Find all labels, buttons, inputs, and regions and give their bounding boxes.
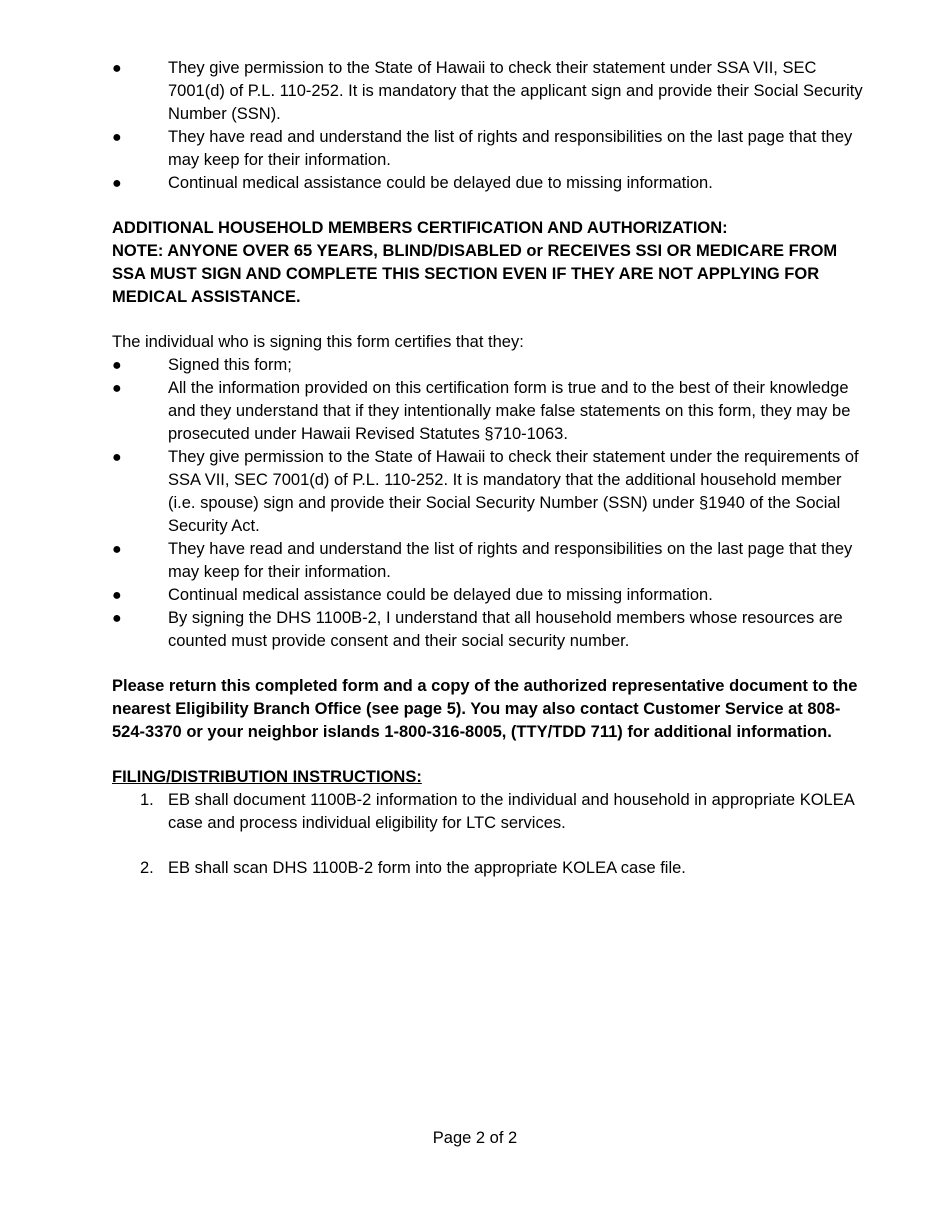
page-content: [112, 57, 872, 880]
list-item: [112, 789, 872, 835]
list-item-text: By signing the DHS 1100B-2, I understand that all household members whose resources are counted must provide consent and their social security number.: [168, 609, 843, 650]
certification-bullet-list: [112, 354, 872, 653]
list-item-text: They have read and understand the list of rights and responsibilities on the last page that they may keep for their information.: [168, 540, 853, 581]
bullet-icon: ●: [112, 449, 122, 466]
filing-instructions-heading: FILING/DISTRIBUTION INSTRUCTIONS:: [112, 768, 422, 786]
list-item-text: They give permission to the State of Hawaii to check their statement under the requirements of SSA VII, SEC 7001(d) of P.L. 110-252. It is mandatory that the additional household member (i.e. spouse) sign and provide their Social Security Number (SSN) under §1940 of the Social Security Act.: [168, 448, 859, 535]
list-item: [112, 377, 872, 446]
list-item-number: 1.: [140, 791, 154, 809]
list-item: [112, 126, 872, 172]
list-item-text: All the information provided on this certification form is true and to the best of their knowledge and they understand that if they intentionally make false statements on this form, they may be prosecuted under Hawaii Revised Statutes §710-1063.: [168, 379, 851, 443]
list-item-text: Continual medical assistance could be delayed due to missing information.: [168, 174, 713, 192]
list-item: [112, 354, 872, 377]
page-number: Page 2 of 2: [432, 1129, 518, 1147]
list-item-text: Continual medical assistance could be delayed due to missing information.: [168, 586, 713, 604]
additional-section-heading: ADDITIONAL HOUSEHOLD MEMBERS CERTIFICATION AND AUTHORIZATION:: [112, 219, 728, 237]
additional-section-note: NOTE: ANYONE OVER 65 YEARS, BLIND/DISABLED or RECEIVES SSI OR MEDICARE FROM SSA MUST SIGN AND COMPLETE THIS SECTION EVEN IF THEY ARE NOT APPLYING FOR MEDICAL ASSISTANCE.: [112, 242, 838, 306]
bullet-icon: ●: [112, 541, 122, 558]
filing-instructions-list: [112, 789, 872, 880]
list-item-text: EB shall document 1100B-2 information to the individual and household in appropriate KOLEA case and process individual eligibility for LTC services.: [168, 791, 854, 832]
top-bullet-list: [112, 57, 872, 195]
certification-intro: The individual who is signing this form certifies that they:: [112, 333, 524, 351]
bullet-icon: ●: [112, 380, 122, 397]
return-notice: Please return this completed form and a copy of the authorized representative document to the nearest Eligibility Branch Office (see page 5). You may also contact Customer Service at 808-524-3370 or your neighbor islands 1-800-316-8005, (TTY/TDD 711) for additional information.: [112, 677, 858, 741]
bullet-icon: ●: [112, 129, 122, 146]
bullet-icon: ●: [112, 60, 122, 77]
bullet-icon: ●: [112, 357, 122, 374]
list-item-number: 2.: [140, 859, 154, 877]
list-item: [112, 172, 872, 195]
list-item: [112, 57, 872, 126]
list-item: [112, 857, 872, 880]
bullet-icon: ●: [112, 610, 122, 627]
list-item-text: EB shall scan DHS 1100B-2 form into the appropriate KOLEA case file.: [168, 859, 686, 877]
list-item-text: They give permission to the State of Hawaii to check their statement under SSA VII, SEC 7001(d) of P.L. 110-252. It is mandatory that the applicant sign and provide their Social Security Number (SSN).: [168, 59, 863, 123]
list-item: [112, 446, 872, 538]
list-item: [112, 607, 872, 653]
list-item: [112, 584, 872, 607]
bullet-icon: ●: [112, 175, 122, 192]
list-item: [112, 538, 872, 584]
list-item-text: They have read and understand the list of rights and responsibilities on the last page that they may keep for their information.: [168, 128, 853, 169]
bullet-icon: ●: [112, 587, 122, 604]
page-footer: [0, 1127, 950, 1150]
list-item-text: Signed this form;: [168, 356, 292, 374]
